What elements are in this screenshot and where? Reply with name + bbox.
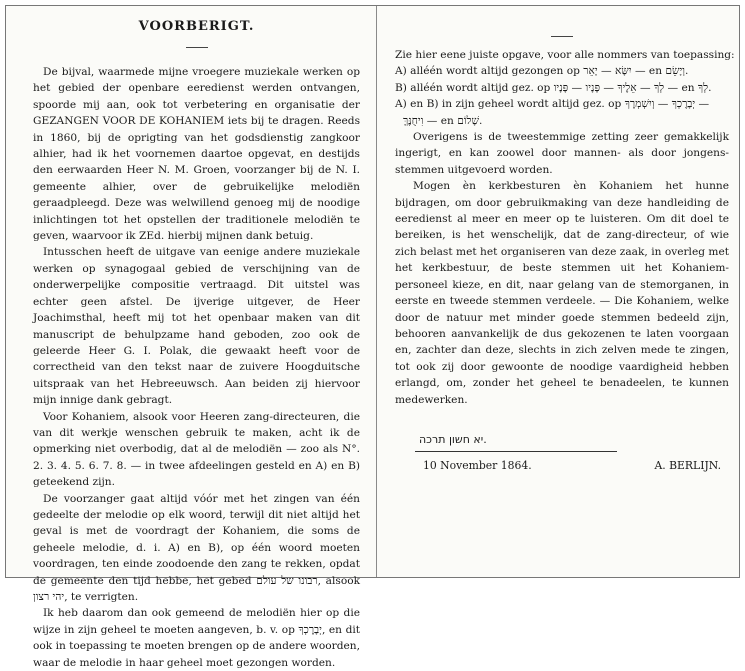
right-page xyxy=(377,6,741,577)
list-item-b: B) alléén wordt altijd gez. op לְךָ — אֵלֶיךָ — פָּנָיו — פָּנָיו — en לְךָ. xyxy=(395,81,712,94)
page-title: VOORBERIGT. xyxy=(138,19,255,34)
signature-rule xyxy=(415,451,617,452)
paragraph-2: Intusschen heeft de uitgave van eenige andere muziekale werken op synagogaal gebied de verschijning van de onderwerpelijke compositie vertraagd. Dit uitstel was echter geen afstel. De ijverige uitgever, de Heer Joachimsthal, heeft mij tot het openbaar maken van dit manuscript de behulpzame hand geboden, zoo ook de geleerde Heer G. I. Polak, die gewaakt heeft voor de correctheid van den tekst naar de zuivere Hoogduitsche uitspraak van het Hebreeuwsch. Aan beiden zij hiervoor mijn innige dank gebragt. xyxy=(33,246,360,407)
paragraph-1: De bijval, waarmede mijne vroegere muziekale werken op het gebied der openbare eeredienst werden ontvangen, spoorde mij aan, ook tot verbetering en organisatie der GEZANGEN VOOR DE KOHANIEM iets bij te dragen. Reeds in 1860, bij de oprigting van het godsdienstig zangkoor alhier, had ik het voornemen daartoe opgevat, en destijds den eerwaarden Heer N. M. Groen, voorzanger bij de N. I. gemeente alhier, over de gebruikelijke melodiën geraadpleegd. Deze was welwillend genoeg mij de noodige inlichtingen tot het opstellen der traditionele melodiën te geven, waarvoor ik ZEd. hierbij mijnen dank betuig. xyxy=(33,66,360,243)
paragraph-6: Overigens is de tweestemmige zetting zeer gemakkelijk ingerigt, en kan zoowel door mannen- als door jongens-stemmen uitgevoerd worden. xyxy=(395,131,729,176)
application-list xyxy=(395,47,735,129)
paragraph-5: Ik heb daarom dan ook gemeend de melodiën hier op die wijze in zijn geheel te moeten aangeven, b. v. op יְבָרֶכְךָ, en dit ook in toepassing te moeten brengen op de andere woorden, waar de melodie in haar geheel moet gezongen worden. xyxy=(33,607,360,669)
hebrew-date: יא חשון תרכה. xyxy=(419,432,487,446)
list-item-a: A) alléén wordt altijd gezongen op יִשָּׂא — יָאֵר — en וְיָשֵׂם. xyxy=(395,65,689,78)
list-item-ab-cont: וִיחֻנֶּךָּ — en שָׁלוֹם. xyxy=(403,114,483,127)
signature-date: 10 November 1864. xyxy=(423,458,532,472)
list-intro: Zie hier eene juiste opgave, voor alle nommers van toepassing: xyxy=(395,49,735,61)
paragraph-3: Voor Kohaniem, alsook voor Heeren zang-directeuren, die van dit werkje wenschen gebruik te maken, acht ik de opmerking niet overbodig, dat al de melodiën — zoo als N°. 2. 3. 4. 5. 6. 7. 8. — in twee afdeelingen gesteld en A) en B) geteekend zijn. xyxy=(33,410,360,489)
left-page xyxy=(6,6,376,669)
top-rule xyxy=(551,36,573,37)
book-spread xyxy=(5,5,740,669)
paragraph-7: Mogen èn kerkbesturen èn Kohaniem het hunne bijdragen, om door gebruikmaking van deze handleiding de eeredienst al meer en meer op te luisteren. Om dit doel te bereiken, is het wenschelijk, dat de zang-directeur, of wie zich belast met het organiseren van deze zaak, in overleg met het kerkbestuur, de beste stemmen uit het Kohaniem-personeel kieze, en dit, naar gelang van de stemorganen, in eerste en tweede stemmen verdeele. — Die Kohaniem, welke door de natuur met minder goede stemmen bedeeld zijn, behooren aanvankelijk de dus gekozenen te laten voorgaan en, zachter dan deze, slechts in zich zelven mede te zingen, tot ook zij door gewoonte de noodige vaardigheid hebben erlangd, om, zonder het geheel te benadeelen, te kunnen medewerken. xyxy=(395,180,729,406)
paragraph-4: De voorzanger gaat altijd vóór met het zingen van één gedeelte der melodie op elk woord, terwijl dit niet altijd het geval is met de voordragt der Kohaniem, die soms de geheele melodie, d. i. A) en B), op één woord moeten voordragen, ten einde zoodoende den zang te rekken, opdat de gemeente den tijd hebbe, het gebed רבונו של עולם, alsook יהי רצון, te verrigten. xyxy=(33,492,361,603)
title-rule xyxy=(186,47,208,48)
list-item-ab: A) en B) in zijn geheel wordt altijd gez. op יְבָרֶכְךָ — וְיִשְׁמְרֶךָ — xyxy=(395,98,710,111)
signature-row xyxy=(395,458,729,474)
signature-name: A. BERLIJN. xyxy=(654,458,721,472)
